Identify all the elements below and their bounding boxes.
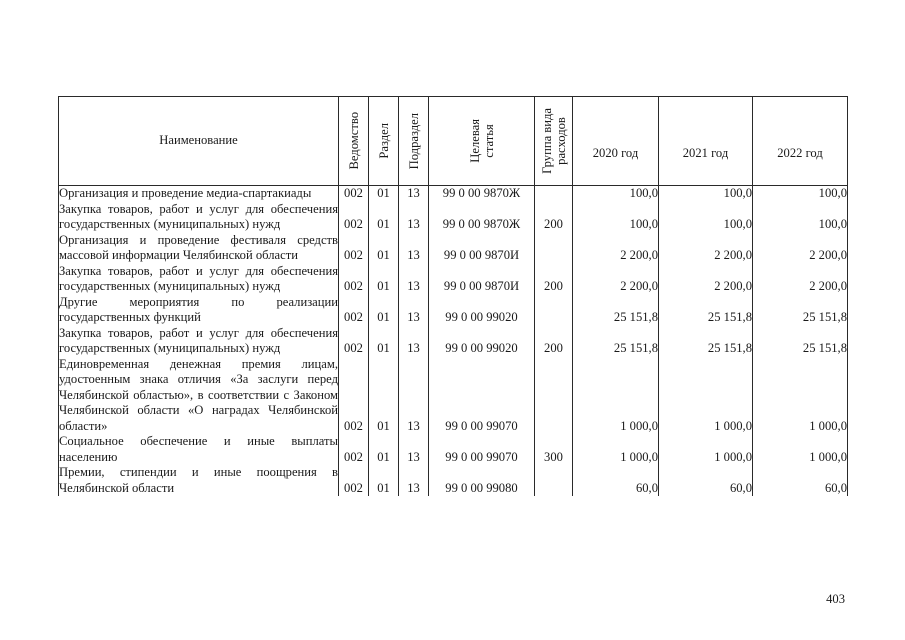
row-subsection: 13 — [399, 264, 429, 295]
row-expense-group — [535, 233, 573, 264]
row-name: Премии, стипендии и иные поощрения в Челябинской области — [59, 465, 338, 495]
table-row — [59, 465, 848, 496]
row-subsection: 13 — [399, 233, 429, 264]
row-section: 01 — [369, 264, 399, 295]
table-row — [59, 233, 848, 264]
row-section: 01 — [369, 357, 399, 435]
row-target: 99 0 00 99020 — [429, 326, 535, 357]
row-name: Организация и проведение медиа-спартакиады — [59, 186, 339, 202]
row-value-2022: 1 000,0 — [753, 434, 848, 465]
row-value-2021: 2 200,0 — [659, 264, 753, 295]
header-2020: 2020 год — [573, 97, 659, 186]
row-value-2022: 60,0 — [753, 465, 848, 496]
row-value-2020: 1 000,0 — [573, 434, 659, 465]
row-value-2020: 25 151,8 — [573, 326, 659, 357]
row-expense-group — [535, 295, 573, 326]
row-value-2020: 1 000,0 — [573, 357, 659, 435]
row-department: 002 — [339, 264, 369, 295]
row-expense-group — [535, 186, 573, 202]
row-value-2020: 25 151,8 — [573, 295, 659, 326]
row-target: 99 0 00 99070 — [429, 357, 535, 435]
row-value-2022: 25 151,8 — [753, 326, 848, 357]
row-target: 99 0 00 99080 — [429, 465, 535, 496]
row-section: 01 — [369, 326, 399, 357]
row-department: 002 — [339, 233, 369, 264]
row-expense-group: 300 — [535, 434, 573, 465]
header-name: Наименование — [59, 97, 339, 186]
row-department: 002 — [339, 326, 369, 357]
row-value-2022: 100,0 — [753, 186, 848, 202]
header-subsection: Подраздел — [399, 97, 429, 186]
row-section: 01 — [369, 186, 399, 202]
row-value-2020: 60,0 — [573, 465, 659, 496]
row-value-2022: 2 200,0 — [753, 233, 848, 264]
header-expense-group: Группа вида расходов — [535, 97, 573, 186]
row-subsection: 13 — [399, 465, 429, 496]
page-number: 403 — [826, 592, 845, 606]
table-body — [59, 186, 848, 497]
row-subsection: 13 — [399, 326, 429, 357]
row-value-2021: 25 151,8 — [659, 295, 753, 326]
table-row — [59, 326, 848, 357]
row-value-2021: 1 000,0 — [659, 357, 753, 435]
header-target: Целевая статья — [429, 97, 535, 186]
header-section: Раздел — [369, 97, 399, 186]
header-department: Ведомство — [339, 97, 369, 186]
row-department: 002 — [339, 186, 369, 202]
table-row — [59, 295, 848, 326]
row-department: 002 — [339, 295, 369, 326]
row-department: 002 — [339, 357, 369, 435]
row-department: 002 — [339, 434, 369, 465]
row-section: 01 — [369, 295, 399, 326]
row-value-2020: 2 200,0 — [573, 233, 659, 264]
row-value-2021: 25 151,8 — [659, 326, 753, 357]
row-value-2021: 100,0 — [659, 202, 753, 233]
row-target: 99 0 00 9870Ж — [429, 202, 535, 233]
budget-table — [58, 96, 848, 496]
row-value-2020: 100,0 — [573, 186, 659, 202]
row-department: 002 — [339, 202, 369, 233]
row-value-2021: 60,0 — [659, 465, 753, 496]
row-value-2021: 100,0 — [659, 186, 753, 202]
row-name: Другие мероприятия по реализации государственных функций — [59, 294, 338, 324]
row-subsection: 13 — [399, 202, 429, 233]
row-target: 99 0 00 9870И — [429, 233, 535, 264]
row-value-2020: 2 200,0 — [573, 264, 659, 295]
row-section: 01 — [369, 202, 399, 233]
row-target: 99 0 00 99020 — [429, 295, 535, 326]
row-section: 01 — [369, 434, 399, 465]
row-subsection: 13 — [399, 186, 429, 202]
table-row — [59, 186, 848, 202]
row-target: 99 0 00 99070 — [429, 434, 535, 465]
table-row — [59, 434, 848, 465]
row-value-2022: 100,0 — [753, 202, 848, 233]
row-department: 002 — [339, 465, 369, 496]
row-name: Закупка товаров, работ и услуг для обеспечения государственных (муниципальных) нужд — [59, 263, 338, 293]
header-2022: 2022 год — [753, 97, 848, 186]
row-name: Закупка товаров, работ и услуг для обеспечения государственных (муниципальных) нужд — [59, 325, 338, 355]
row-subsection: 13 — [399, 295, 429, 326]
row-value-2021: 1 000,0 — [659, 434, 753, 465]
row-expense-group: 200 — [535, 202, 573, 233]
row-target: 99 0 00 9870И — [429, 264, 535, 295]
row-section: 01 — [369, 465, 399, 496]
table-row — [59, 202, 848, 233]
header-2021: 2021 год — [659, 97, 753, 186]
row-expense-group — [535, 357, 573, 435]
row-subsection: 13 — [399, 434, 429, 465]
table-row — [59, 264, 848, 295]
row-name: Закупка товаров, работ и услуг для обеспечения государственных (муниципальных) нужд — [59, 201, 338, 231]
row-value-2022: 25 151,8 — [753, 295, 848, 326]
row-name: Социальное обеспечение и иные выплаты населению — [59, 434, 338, 464]
row-value-2022: 2 200,0 — [753, 264, 848, 295]
row-section: 01 — [369, 233, 399, 264]
row-expense-group: 200 — [535, 264, 573, 295]
table-row — [59, 357, 848, 435]
row-subsection: 13 — [399, 357, 429, 435]
row-target: 99 0 00 9870Ж — [429, 186, 535, 202]
row-name: Организация и проведение фестиваля средств массовой информации Челябинской области — [59, 232, 338, 262]
row-expense-group — [535, 465, 573, 496]
header-row — [59, 97, 848, 186]
row-expense-group: 200 — [535, 326, 573, 357]
row-name: Единовременная денежная премия лицам, удостоенным знака отличия «За заслуги перед Челябинской областью», в соответствии с Законом Челябинской области «О наградах Челябинской области» — [59, 356, 338, 433]
row-value-2022: 1 000,0 — [753, 357, 848, 435]
row-value-2021: 2 200,0 — [659, 233, 753, 264]
row-value-2020: 100,0 — [573, 202, 659, 233]
